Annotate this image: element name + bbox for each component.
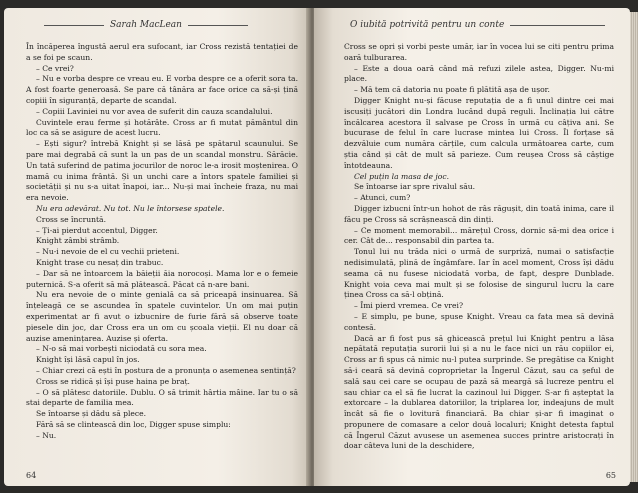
header-rule bbox=[44, 25, 104, 26]
paragraph: Se întoarse și dădu să plece. bbox=[36, 409, 147, 419]
paragraph: Knight zâmbi strâmb. bbox=[36, 236, 120, 246]
paragraph: Digger Knight nu-și făcuse reputația de a fi unul dintre cei mai iscusiți jucători din Londra lucând după reguli. Înclinația lui către încălcarea acestora îl salvase pe Cross în urmă cu câțiva ani. Se bucurase de felul în care lucrase mintea lui Cross. Îl forțase să dezvăluie cum număra cărțile, cum calcula următoarea carte, cum știa când și cât de mult să parieze. Cum reușea Cross să câștige întotdeauna. bbox=[344, 95, 614, 170]
paragraph: – Ți-ai pierdut accentul, Digger. bbox=[36, 225, 158, 235]
header-rule bbox=[188, 25, 248, 26]
header-rule bbox=[510, 25, 605, 26]
paragraph: Knight trase cu nesaț din trabuc. bbox=[36, 257, 164, 267]
paragraph: Knight își lăsă capul în jos. bbox=[36, 355, 140, 365]
paragraph: – Mă tem că datoria nu poate fi plătită așa de ușor. bbox=[354, 85, 550, 95]
paragraph: Cel puțin la masa de joc. bbox=[354, 171, 449, 181]
paragraph: – Nu-i nevoie de el cu vechii prieteni. bbox=[36, 247, 180, 257]
paragraph: – Nu. bbox=[36, 430, 57, 440]
paragraph: Fără să se clintească din loc, Digger spuse simplu: bbox=[36, 419, 231, 429]
paragraph: – Ce moment memorabil... mărețul Cross, dornic să-mi dea orice i cer. Cât de... responsabil din partea ta. bbox=[344, 225, 614, 246]
paragraph: – Chiar crezi că ești în postura de a pronunța o asemenea sentință? bbox=[36, 365, 296, 375]
right-page bbox=[314, 8, 630, 486]
paragraph: Cuvintele erau ferme și hotărâte. Cross ar fi mutat pământul din loc ca să se asigure de acest lucru. bbox=[26, 117, 298, 138]
paragraph: – Ce vrei? bbox=[36, 63, 74, 73]
author-name: Sarah MacLean bbox=[110, 20, 182, 30]
paragraph: Cross se încruntă. bbox=[36, 214, 107, 224]
paragraph: Se întoarse iar spre rivalul său. bbox=[354, 182, 476, 192]
paragraph: – Nu e vorba despre ce vreau eu. E vorba despre ce a oferit sora ta. A fost foarte generoasă. Se pare că tânăra ar face orice ca să-și țină copiii în siguranță, departe de scandal. bbox=[26, 74, 298, 105]
paragraph: – Copiii Laviniei nu vor avea de suferit din cauza scandalului. bbox=[36, 106, 273, 116]
paragraph: – Îmi pierd vremea. Ce vrei? bbox=[354, 301, 464, 311]
paragraph: Nu era adevărat. Nu tot. Nu le întorsese spatele. bbox=[36, 203, 225, 213]
paragraph: Digger izbucni într-un hohot de râs răgușit, din toată inima, care il făcu pe Cross să scrâșnească din dinți. bbox=[344, 203, 614, 224]
paragraph: – Dar să ne întoarcem la băieții ăia norocoși. Mama lor e o femeie puternică. S-a oferit să mă plătească. Păcat că n-are bani. bbox=[26, 268, 298, 289]
paragraph: – Ești sigur? întrebă Knight și se lăsă pe spătarul scaunului. Se pare mai degrabă că sunt la un pas de un scandal monstru. Sărăcie. Un tată suferind de patima jocurilor de noroc le-a irosit moștenirea. O mamă cu inima frântă. Și un unchi care a întors spatele familiei și societății și nu s-a uitat înapoi, iar... Nu-și mai încheie fraza, nu mai era nevoie. bbox=[26, 139, 298, 203]
paragraph: Cross se opri și vorbi peste umăr, iar în vocea lui se citi pentru prima oară tulburarea. bbox=[344, 42, 614, 62]
paragraph: – N-o să mai vorbești niciodată cu sora mea. bbox=[36, 344, 207, 354]
paragraph: Cross se ridică și își puse haina pe braț. bbox=[36, 376, 190, 386]
left-page-text bbox=[26, 42, 298, 441]
left-page-header bbox=[44, 20, 284, 30]
right-page-text bbox=[344, 42, 614, 452]
paragraph: În încăperea îngustă aerul era sufocant, iar Cross rezistă tentației de a se foi pe scaun. bbox=[26, 42, 298, 62]
paragraph: Dacă ar fi fost pus să ghicească prețul lui Knight pentru a lăsa nepătată reputația surorii lui și a nu le face nici un rău copiilor ei, Cross ar fi spus că nimic nu-l putea surprinde. Se pregătise ca Knight să-i ceară să devină coproprietar la Îngerul Căzut, sau ca șeful de sală sau cei care se ocupau de pază să meargă să lucreze pentru el sau chiar ca el să fie lucrat la cazinoul lui Digger. S-ar fi așteptat la extorcare – la dublarea datoriilor, la triplarea lor, indeajuns de mult încât să fie o lovitură financiară. Ba chiar și-ar fi imaginat o propunere de comasare a celor două localuri; Knight detesta faptul că Îngerul Căzut avusese un asemenea succes printre aristocrați în doar câteva luni de la deschidere, bbox=[344, 333, 614, 451]
paragraph: – O să plătesc datoriile. Dublu. O să trimit hârtia mâine. Iar tu o să stai departe de familia mea. bbox=[26, 387, 298, 408]
paragraph: Nu era nevoie de o minte genială ca să priceapă insinuarea. Să înțeleagă ce se ascundea în spatele cuvintelor. Un om mai puțin experimentat ar fi avut o izbucnire de furie fără să observe toate piesele din joc, dar Cross era un om cu școala vieții. El nu doar că auzise amenințarea. Auzise și oferta. bbox=[26, 290, 298, 343]
book-title: O iubită potrivită pentru un conte bbox=[350, 20, 505, 30]
page-number-left: 64 bbox=[26, 471, 37, 480]
page-edges bbox=[630, 12, 638, 482]
left-page bbox=[4, 8, 310, 486]
paragraph: Tonul lui nu trăda nici o urmă de surpriză, numai o satisfacție nedisimulată, plină de îngâmfare. Iar în acel moment, Cross își dădu seama că nu fusese niciodată vorba, de fapt, despre Dunblade. Knight voia ceva mai mult și se folosise de singurul lucru la care ținea Cross ca să-l obțină. bbox=[344, 247, 614, 300]
right-page-header bbox=[350, 20, 605, 30]
paragraph: – E simplu, pe bune, spuse Knight. Vreau ca fata mea să devină contesă. bbox=[344, 311, 614, 332]
paragraph: – Este a doua oară când mă refuzi zilele astea, Digger. Nu-mi place. bbox=[344, 63, 614, 84]
page-number-right: 65 bbox=[605, 471, 616, 480]
paragraph: – Atunci, cum? bbox=[354, 193, 411, 203]
